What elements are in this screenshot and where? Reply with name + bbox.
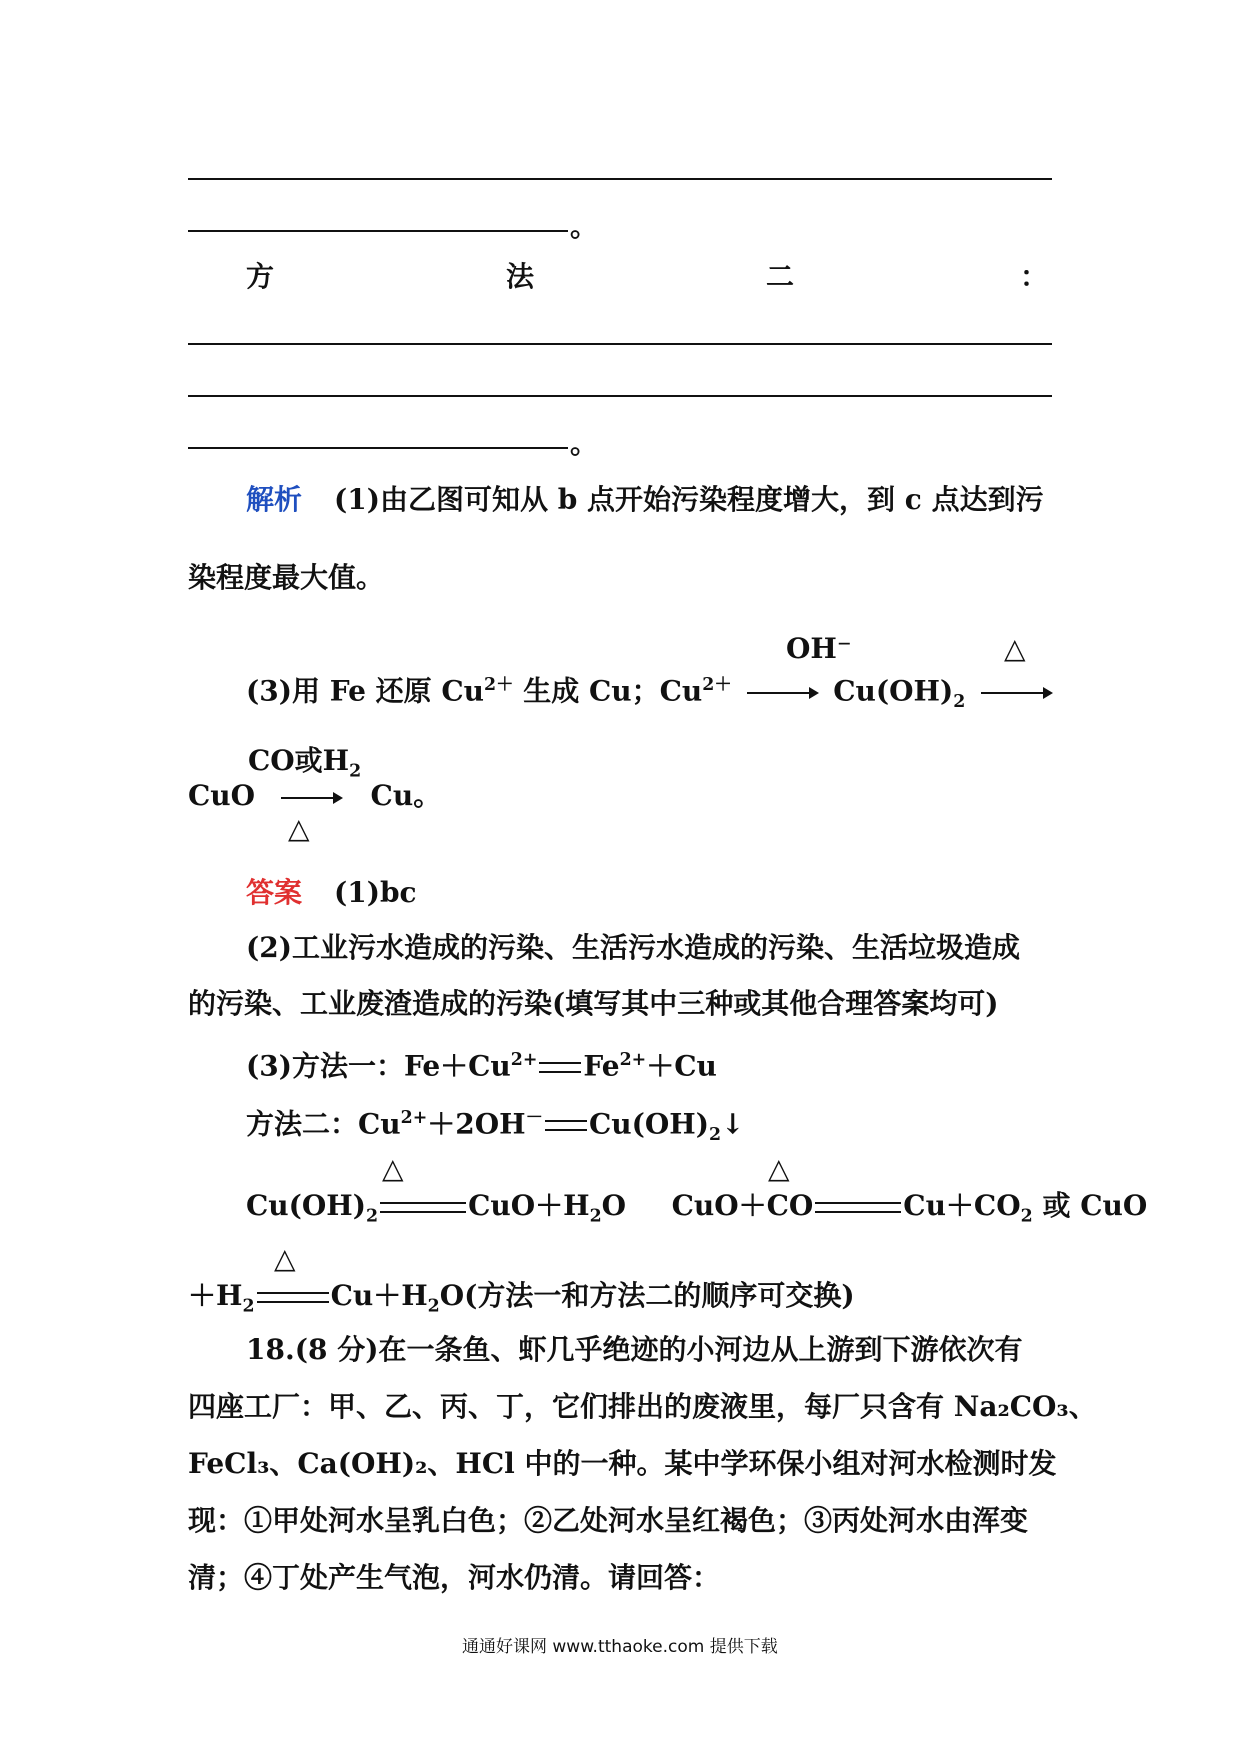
co-h2-sub: 2 — [349, 761, 362, 782]
method2-char-3: 二 — [766, 260, 795, 293]
answer-blank-line-4 — [188, 395, 1052, 397]
oh-label: OH⁻ — [786, 632, 852, 665]
equals-heat-2 — [815, 1202, 901, 1213]
m2-prefix: 方法二：Cu — [246, 1107, 401, 1141]
answer-blank-line-2 — [188, 230, 568, 232]
q18-line4: 现：①甲处河水呈乳白色；②乙处河水呈红褐色；③丙处河水由浑变 — [188, 1504, 1029, 1537]
cuoh2: Cu(OH) — [833, 674, 954, 708]
eq1-right: CuO＋H — [468, 1189, 590, 1222]
precipitate-arrow: ↓ — [721, 1107, 745, 1141]
cuo-reduction-line — [188, 779, 441, 813]
delta-4: △ — [768, 1152, 790, 1185]
answer-3-last-line — [188, 1279, 855, 1324]
equals-heat-1 — [380, 1202, 466, 1213]
cuoh2-sub: 2 — [953, 691, 966, 712]
q18-line2: 四座工厂：甲、乙、丙、丁，它们排出的废液里，每厂只含有 Na₂CO₃、 — [188, 1390, 1097, 1423]
m2-minus: － — [525, 1108, 543, 1128]
footer-credit: 通通好课网 www.tthaoke.com 提供下载 — [462, 1637, 778, 1657]
p3-charge: 2＋ — [484, 675, 514, 695]
method2-char-1: 方 — [246, 260, 275, 293]
m2-sub: 2 — [708, 1124, 722, 1145]
answer-3-method2 — [246, 1101, 745, 1152]
m1-charge2: 2+ — [619, 1050, 647, 1070]
m1-prefix: (3)方法一：Fe＋Cu — [246, 1049, 511, 1083]
p3-prefix: (3)用 Fe 还原 Cu — [246, 674, 485, 708]
answer-1: (1)bc — [334, 876, 417, 909]
analysis-p1-line2: 染程度最大值。 — [188, 561, 385, 594]
answer-3-eq-line — [246, 1189, 1147, 1234]
equals-sign-2 — [545, 1120, 587, 1131]
analysis-p3-line — [246, 668, 1057, 719]
last-tail: O(方法一和方法二的顺序可交换) — [439, 1279, 855, 1312]
analysis-label: 解析 — [246, 483, 303, 516]
eq2-sub: 2 — [1020, 1206, 1033, 1227]
answer-blank-line-1 — [188, 178, 1052, 180]
m2-charge: 2+ — [400, 1108, 428, 1128]
p3-charge2: 2＋ — [702, 675, 732, 695]
eq1-h2-sub: 2 — [589, 1206, 602, 1227]
m2-mid: ＋2OH — [427, 1107, 526, 1141]
h2-sub: 2 — [242, 1296, 255, 1317]
m1-fe: Fe — [583, 1049, 620, 1083]
delta-2: △ — [288, 812, 310, 845]
m1-end: ＋Cu — [646, 1049, 717, 1083]
m1-charge: 2+ — [510, 1050, 538, 1070]
eq1-sub: 2 — [365, 1206, 379, 1227]
m2-end: Cu(OH) — [588, 1107, 709, 1141]
analysis-p1-line1: (1)由乙图可知从 b 点开始污染程度增大，到 c 点达到污 — [334, 483, 1044, 516]
eq1-left: Cu(OH) — [246, 1189, 366, 1222]
last-right: Cu＋H — [330, 1279, 428, 1312]
or-text: 或 — [1042, 1189, 1071, 1222]
blank-period-2: 。 — [570, 427, 599, 460]
eq2-left: CuO＋CO — [671, 1189, 814, 1222]
delta-1: △ — [1004, 632, 1026, 665]
co-h2-text: CO或H — [248, 744, 350, 777]
answer-3-method1 — [246, 1043, 717, 1083]
eq3-cuo: CuO — [1080, 1189, 1148, 1222]
answer-blank-line-5 — [188, 447, 568, 449]
cuo-text: CuO — [188, 779, 256, 812]
eq1-o: O — [601, 1189, 627, 1222]
reaction-arrow-3 — [281, 797, 341, 799]
reaction-arrow-2 — [981, 692, 1051, 694]
reaction-arrow-1 — [747, 692, 817, 694]
delta-5: △ — [274, 1242, 296, 1275]
h2-prefix: ＋H — [188, 1279, 243, 1312]
q18-line3: FeCl₃、Ca(OH)₂、HCl 中的一种。某中学环保小组对河水检测时发 — [188, 1447, 1057, 1480]
answer-2-line2: 的污染、工业废渣造成的污染(填写其中三种或其他合理答案均可) — [188, 987, 999, 1020]
last-sub: 2 — [427, 1296, 440, 1317]
method2-char-2: 法 — [506, 260, 535, 293]
q18-line5: 清；④丁处产生气泡，河水仍清。请回答： — [188, 1561, 721, 1594]
answer-blank-line-3 — [188, 343, 1052, 345]
equals-sign — [539, 1062, 581, 1073]
q18-line1: 18.(8 分)在一条鱼、虾几乎绝迹的小河边从上游到下游依次有 — [246, 1333, 1023, 1366]
delta-3: △ — [382, 1152, 404, 1185]
blank-period-1: 。 — [570, 210, 599, 243]
method2-char-4: ： — [1020, 260, 1049, 293]
cu-end: Cu。 — [370, 779, 442, 812]
eq2-right: Cu＋CO — [903, 1189, 1021, 1222]
answer-label: 答案 — [246, 876, 303, 909]
p3-mid: 生成 Cu；Cu — [523, 674, 703, 708]
equals-heat-3 — [257, 1292, 329, 1303]
answer-2-line1: (2)工业污水造成的污染、生活污水造成的污染、生活垃圾造成 — [246, 931, 1020, 964]
